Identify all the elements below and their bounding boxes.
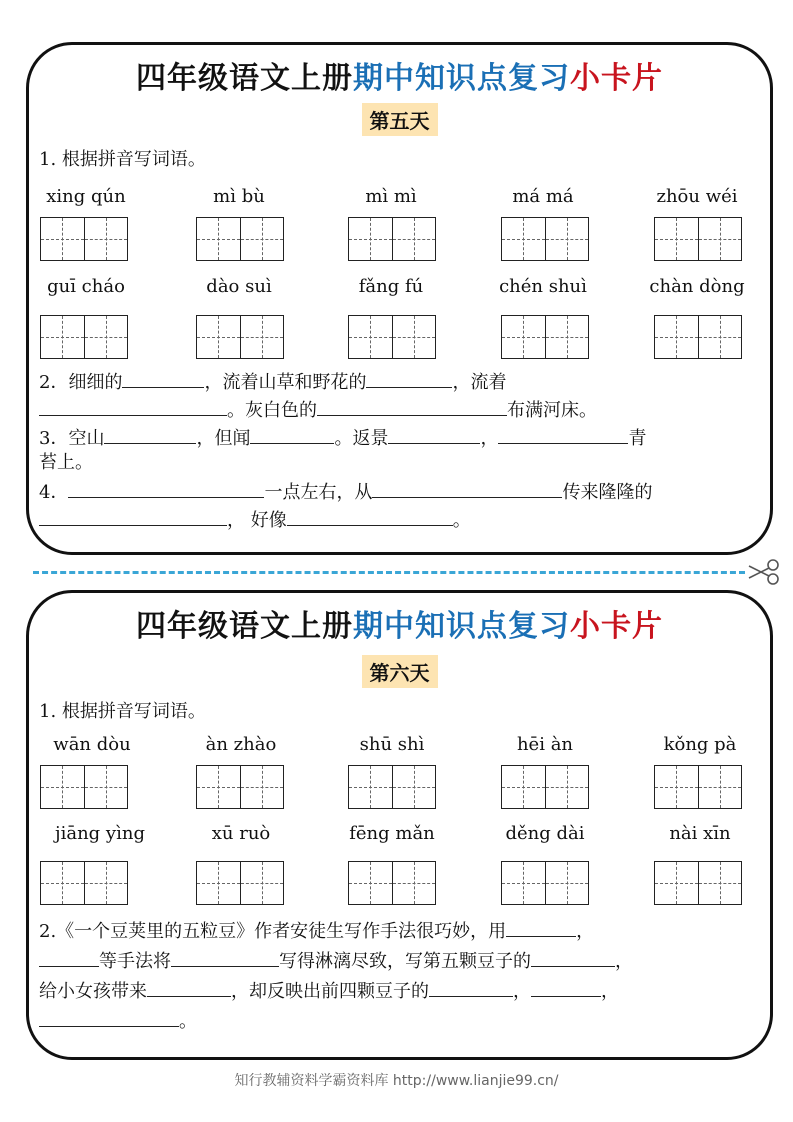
pinyin-label: chén shuì <box>499 276 587 297</box>
question-2-line-2 <box>39 397 597 423</box>
pinyin-label: fēng mǎn <box>349 823 435 844</box>
pinyin-label: dào suì <box>206 276 272 297</box>
text-segment: 2．细细的 <box>39 372 123 393</box>
answer-blank[interactable] <box>287 507 453 526</box>
question-3-line-1 <box>39 425 646 451</box>
question-1-heading: 1. 根据拼音写词语。 <box>39 149 206 170</box>
question-2-line-3 <box>39 978 619 1004</box>
cut-line <box>33 571 745 574</box>
text-segment: ，流着 <box>452 372 507 393</box>
answer-blank[interactable] <box>39 948 99 967</box>
writing-grid[interactable] <box>348 765 436 809</box>
question-2-line-4 <box>39 1008 197 1034</box>
writing-grid[interactable] <box>40 765 128 809</box>
text-segment: ， <box>615 951 633 972</box>
answer-blank[interactable] <box>531 978 601 997</box>
pinyin-label: xū ruò <box>211 823 271 844</box>
answer-blank[interactable] <box>506 918 576 937</box>
question-1-heading: 1. 根据拼音写词语。 <box>39 701 206 722</box>
text-segment: ， <box>601 981 619 1002</box>
answer-blank[interactable] <box>250 425 334 444</box>
text-segment: 一点左右，从 <box>264 482 373 503</box>
writing-grid[interactable] <box>501 765 589 809</box>
text-segment: 布满河床。 <box>507 400 597 421</box>
answer-blank[interactable] <box>39 507 227 526</box>
text-segment: ，但闻 <box>196 428 251 449</box>
text-segment: ，却反映出前四颗豆子的 <box>231 981 429 1002</box>
text-segment: 。返景 <box>334 428 389 449</box>
answer-blank[interactable] <box>39 397 227 416</box>
pinyin-label: jiāng yìng <box>55 823 145 844</box>
pinyin-label: chàn dòng <box>649 276 745 297</box>
writing-grid[interactable] <box>501 315 589 359</box>
question-2-line-1 <box>39 918 594 944</box>
answer-blank[interactable] <box>372 479 562 498</box>
text-segment: ， <box>576 921 595 942</box>
question-2-line-1 <box>39 369 506 395</box>
writing-grid[interactable] <box>654 765 742 809</box>
review-card-day5 <box>26 42 773 555</box>
title-part-grade: 四年级语文上册 <box>136 609 353 644</box>
scissors-icon <box>746 558 782 586</box>
text-segment: ，流着山草和野花的 <box>204 372 367 393</box>
writing-grid[interactable] <box>40 315 128 359</box>
writing-grid[interactable] <box>654 861 742 905</box>
pinyin-label: nài xīn <box>669 823 731 844</box>
pinyin-label: fǎng fú <box>358 276 424 297</box>
answer-blank[interactable] <box>366 369 452 388</box>
text-segment: 青 <box>628 428 647 449</box>
question-2-line-2 <box>39 948 633 974</box>
pinyin-label: mì mì <box>365 186 417 207</box>
answer-blank[interactable] <box>104 425 196 444</box>
writing-grid[interactable] <box>501 217 589 261</box>
pinyin-label: kǒng pà <box>663 734 737 755</box>
answer-blank[interactable] <box>122 369 204 388</box>
text-segment: 3．空山 <box>39 428 105 449</box>
title-part-midterm: 期中知识点复习 <box>353 61 570 96</box>
writing-grid[interactable] <box>196 315 284 359</box>
answer-blank[interactable] <box>531 948 615 967</box>
card-title <box>29 53 770 97</box>
pinyin-label: má má <box>512 186 574 207</box>
text-segment: 给小女孩带来 <box>39 981 147 1002</box>
pinyin-label: děng dài <box>505 823 585 844</box>
pinyin-label: zhōu wéi <box>656 186 738 207</box>
writing-grid[interactable] <box>348 315 436 359</box>
title-part-card: 小卡片 <box>570 609 663 644</box>
writing-grid[interactable] <box>501 861 589 905</box>
title-part-card: 小卡片 <box>570 61 663 96</box>
writing-grid[interactable] <box>40 861 128 905</box>
pinyin-label: hēi àn <box>516 734 574 755</box>
review-card-day6 <box>26 590 773 1060</box>
pinyin-label: xing qún <box>46 186 126 207</box>
text-segment: 传来隆隆的 <box>562 482 653 503</box>
day-label: 第六天 <box>362 655 438 688</box>
pinyin-label: guī cháo <box>47 276 125 297</box>
text-segment: 。 <box>452 510 471 531</box>
title-part-midterm: 期中知识点复习 <box>353 609 570 644</box>
text-segment: 。灰白色的 <box>227 400 317 421</box>
answer-blank[interactable] <box>498 425 628 444</box>
writing-grid[interactable] <box>654 217 742 261</box>
writing-grid[interactable] <box>348 217 436 261</box>
text-segment: 。 <box>179 1011 197 1032</box>
text-segment: 2.《一个豆荚里的五粒豆》作者安徒生写作手法很巧妙，用 <box>39 921 507 942</box>
answer-blank[interactable] <box>147 978 231 997</box>
answer-blank[interactable] <box>39 1008 179 1027</box>
footer-watermark: 知行教辅资料学霸资料库 http://www.lianjie99.cn/ <box>234 1073 559 1089</box>
card-title <box>29 601 770 645</box>
answer-blank[interactable] <box>388 425 480 444</box>
text-segment: ， <box>513 981 531 1002</box>
text-segment: 4． <box>39 482 69 503</box>
answer-blank[interactable] <box>68 479 264 498</box>
writing-grid[interactable] <box>654 315 742 359</box>
question-4-line-1 <box>39 479 652 505</box>
text-segment: ， <box>480 428 499 449</box>
question-3-line-2: 苔上。 <box>39 452 93 473</box>
pinyin-label: shū shì <box>359 734 425 755</box>
writing-grid[interactable] <box>196 765 284 809</box>
writing-grid[interactable] <box>40 217 128 261</box>
answer-blank[interactable] <box>171 948 279 967</box>
text-segment: ， 好像 <box>227 510 287 531</box>
title-part-grade: 四年级语文上册 <box>136 61 353 96</box>
answer-blank[interactable] <box>429 978 513 997</box>
writing-grid[interactable] <box>348 861 436 905</box>
text-segment: 等手法将 <box>99 951 171 972</box>
day-label: 第五天 <box>362 103 438 136</box>
pinyin-label: àn zhào <box>205 734 277 755</box>
pinyin-label: wān dòu <box>53 734 131 755</box>
answer-blank[interactable] <box>317 397 507 416</box>
writing-grid[interactable] <box>196 217 284 261</box>
writing-grid[interactable] <box>196 861 284 905</box>
question-4-line-2 <box>39 507 471 533</box>
pinyin-label: mì bù <box>213 186 265 207</box>
text-segment: 写得淋漓尽致，写第五颗豆子的 <box>279 951 531 972</box>
